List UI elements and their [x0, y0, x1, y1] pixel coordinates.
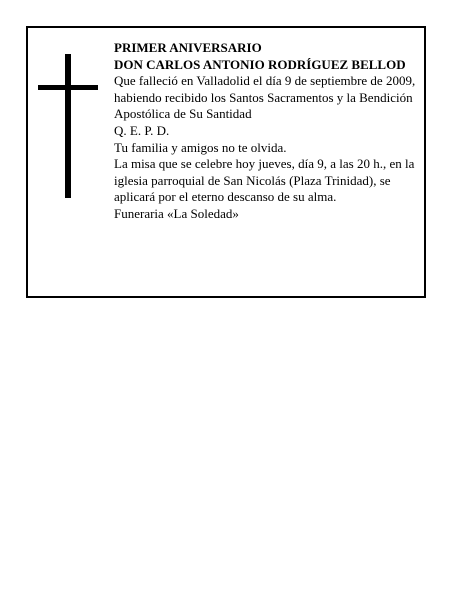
notice-text-block — [114, 40, 424, 223]
notice-death-details: Que falleció en Valladolid el día 9 de septiembre de 2009, habiendo recibido los Santos Sacramentos y la Bendición Apostólica de Su Santidad — [114, 73, 416, 122]
cross-horizontal-bar — [38, 85, 98, 90]
notice-heading-name: DON CARLOS ANTONIO RODRÍGUEZ BELLOD — [114, 56, 406, 72]
notice-family-message: Tu familia y amigos no te olvida. — [114, 139, 287, 155]
notice-rip: Q. E. P. D. — [114, 122, 170, 138]
notice-mass-details: La misa que se celebre hoy jueves, día 9, a las 20 h., en la iglesia parroquial de San Nicolás (Plaza Trinidad), se aplicará por el eterno descanso de su alma. — [114, 156, 415, 205]
cross-vertical-bar — [65, 54, 71, 198]
notice-heading-anniversary: PRIMER ANIVERSARIO — [114, 40, 262, 55]
notice-funeral-home: Funeraria «La Soledad» — [114, 205, 239, 221]
cross-icon — [38, 54, 98, 198]
obituary-notice — [26, 26, 426, 298]
